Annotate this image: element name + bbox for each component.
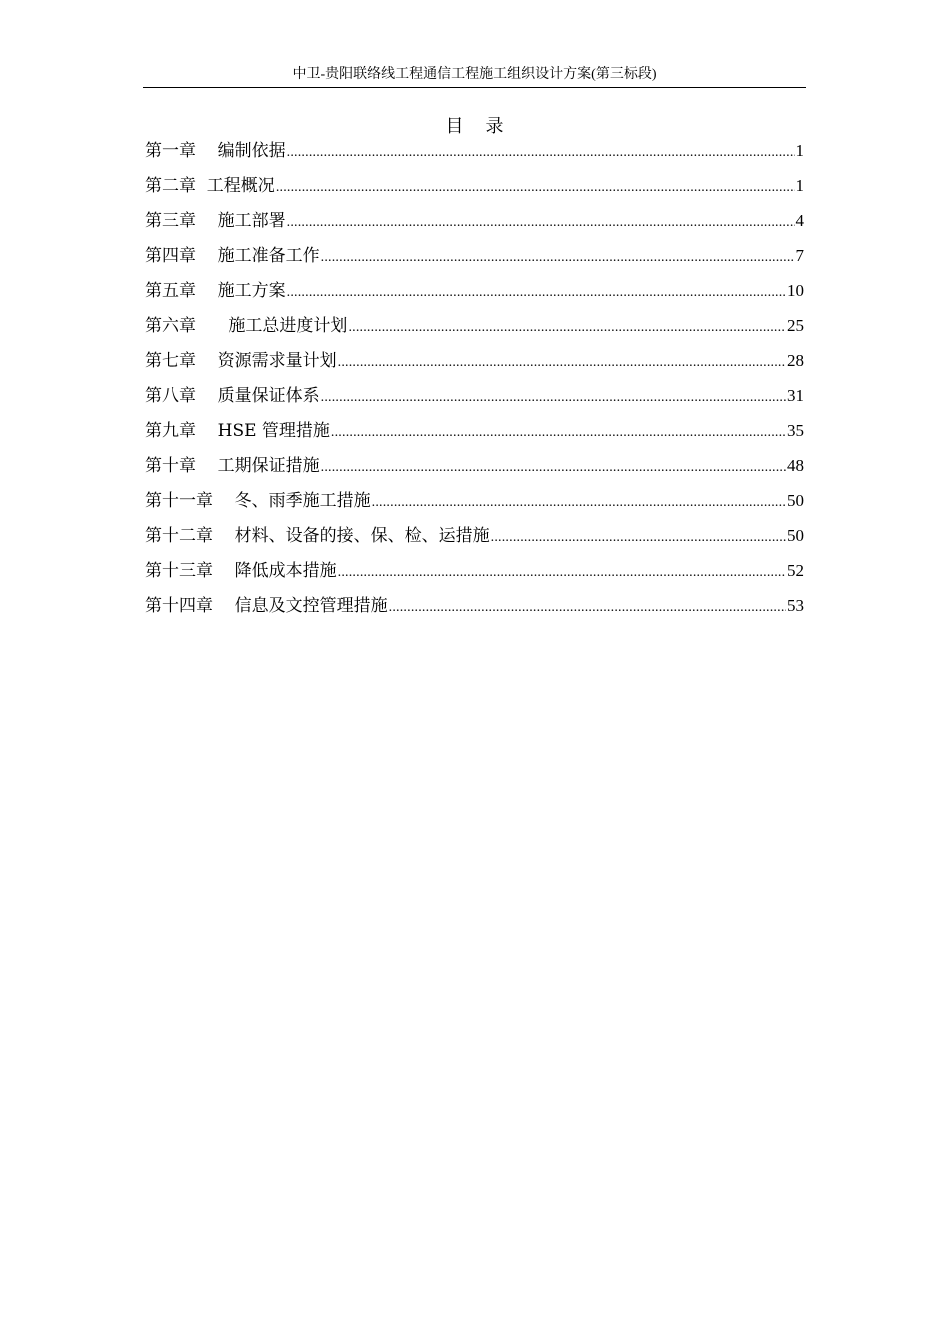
toc-entry-title: 第九章 HSE 管理措施 xyxy=(145,421,330,441)
toc-entry[interactable] xyxy=(145,593,804,628)
toc-entry-page: 25 xyxy=(787,316,804,335)
toc-heading: 目录 xyxy=(445,116,526,137)
toc-entry-title: 第十一章 冬、雨季施工措施 xyxy=(145,491,371,511)
toc-dot-leader xyxy=(287,140,795,166)
toc-entry[interactable] xyxy=(145,208,804,243)
toc-entry-page: 50 xyxy=(787,526,804,545)
toc-dot-leader xyxy=(321,245,795,271)
toc-entry-title: 第五章 施工方案 xyxy=(145,281,286,301)
toc-entry[interactable] xyxy=(145,313,804,348)
toc-entry[interactable] xyxy=(145,523,804,558)
toc-entry-title: 第十四章 信息及文控管理措施 xyxy=(145,596,388,616)
toc-entry-page: 53 xyxy=(787,596,804,615)
toc-dot-leader xyxy=(338,560,786,586)
toc-entry-page: 31 xyxy=(787,386,804,405)
toc-entry-title: 第十章 工期保证措施 xyxy=(145,456,320,476)
toc-dot-leader xyxy=(287,210,795,236)
toc-entry[interactable] xyxy=(145,173,804,208)
toc-entry[interactable] xyxy=(145,278,804,313)
toc-dot-leader xyxy=(491,525,786,551)
toc-entry-title: 第八章 质量保证体系 xyxy=(145,386,320,406)
toc-entry-title: 第七章 资源需求量计划 xyxy=(145,351,337,371)
toc-dot-leader xyxy=(389,595,786,621)
toc-entry-page: 1 xyxy=(795,141,804,160)
toc-entry[interactable] xyxy=(145,418,804,453)
table-of-contents xyxy=(145,138,804,628)
toc-entry[interactable] xyxy=(145,383,804,418)
toc-dot-leader xyxy=(331,420,786,446)
header-divider xyxy=(143,87,806,88)
toc-dot-leader xyxy=(338,350,786,376)
toc-entry-page: 10 xyxy=(787,281,804,300)
toc-entry-title: 第四章 施工准备工作 xyxy=(145,246,320,266)
toc-entry-page: 35 xyxy=(787,421,804,440)
toc-dot-leader xyxy=(348,315,786,341)
toc-dot-leader xyxy=(287,280,786,306)
toc-entry-title: 第十二章 材料、设备的接、保、检、运措施 xyxy=(145,526,490,546)
toc-entry-page: 7 xyxy=(795,246,804,265)
toc-entry[interactable] xyxy=(145,558,804,593)
toc-entry[interactable] xyxy=(145,453,804,488)
toc-entry-page: 28 xyxy=(787,351,804,370)
toc-entry-title: 第十三章 降低成本措施 xyxy=(145,561,337,581)
toc-entry[interactable] xyxy=(145,138,804,173)
toc-entry[interactable] xyxy=(145,348,804,383)
toc-dot-leader xyxy=(321,455,786,481)
toc-entry-title: 第一章 编制依据 xyxy=(145,141,286,161)
toc-entry-page: 50 xyxy=(787,491,804,510)
toc-entry-title: 第六章 施工总进度计划 xyxy=(145,316,348,336)
toc-entry[interactable] xyxy=(145,488,804,523)
toc-entry-page: 4 xyxy=(795,211,804,230)
toc-entry-title: 第三章 施工部署 xyxy=(145,211,286,231)
toc-dot-leader xyxy=(372,490,786,516)
page-header-title: 中卫-贵阳联络线工程通信工程施工组织设计方案(第三标段) xyxy=(292,67,657,82)
toc-entry-page: 52 xyxy=(787,561,804,580)
toc-dot-leader xyxy=(276,175,795,201)
toc-entry-title: 第二章 工程概况 xyxy=(145,176,275,196)
toc-dot-leader xyxy=(321,385,786,411)
toc-entry[interactable] xyxy=(145,243,804,278)
toc-entry-page: 1 xyxy=(795,176,804,195)
toc-entry-page: 48 xyxy=(787,456,804,475)
